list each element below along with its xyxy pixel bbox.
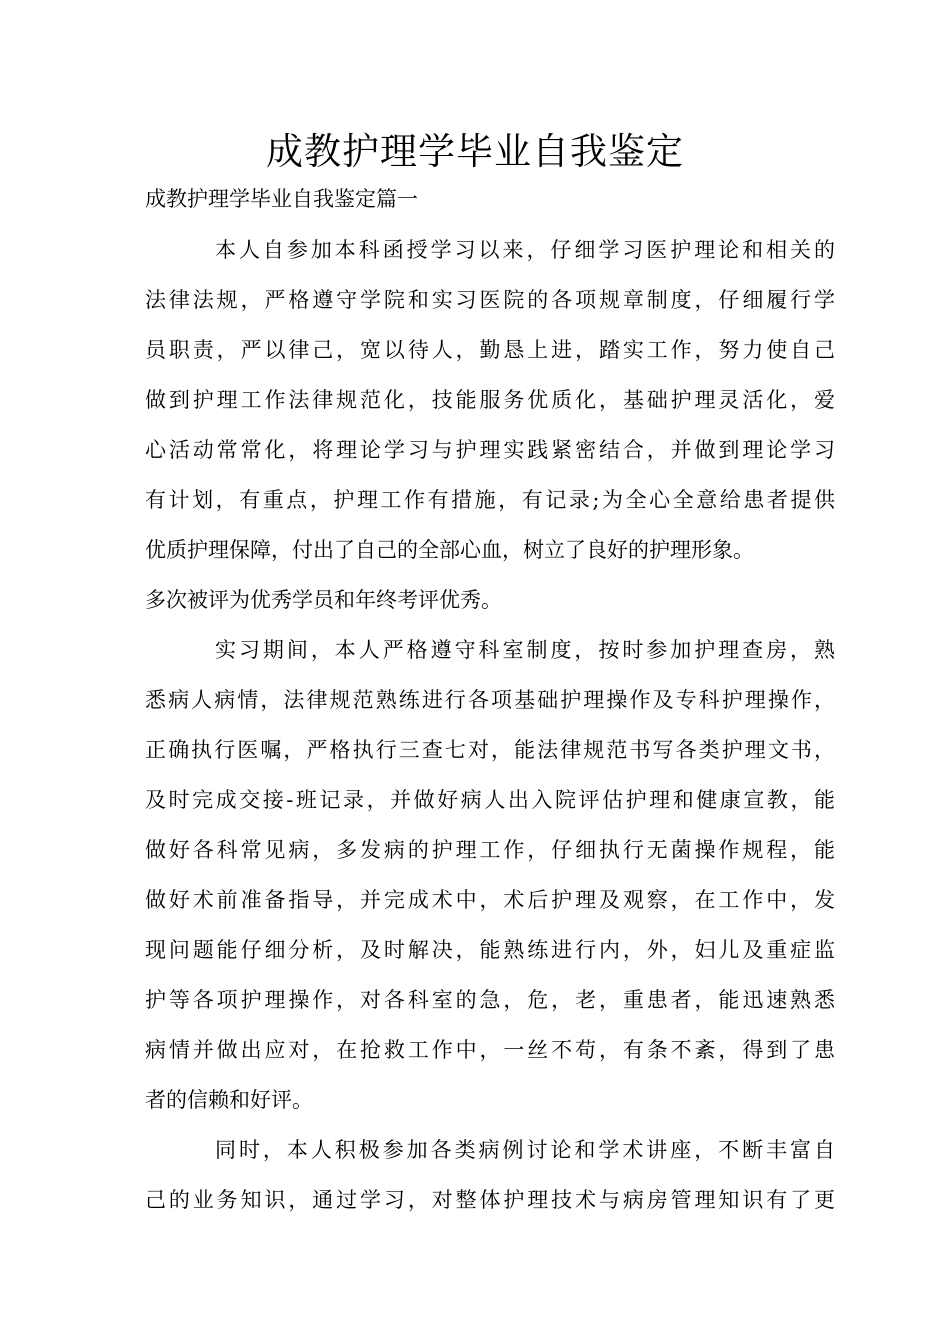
text-line: 做好术前准备指导，并完成术中，术后护理及观察，在工作中，发 xyxy=(145,888,835,912)
text-line: 员职责，严以律己，宽以待人，勤恳上进，踏实工作，努力使自己 xyxy=(145,338,835,362)
text-line: 做好各科常见病，多发病的护理工作，仔细执行无菌操作规程，能 xyxy=(145,838,835,862)
text-line: 同时，本人积极参加各类病例讨论和学术讲座，不断丰富自 xyxy=(215,1138,835,1162)
text-line: 多次被评为优秀学员和年终考评优秀。 xyxy=(145,588,502,612)
text-line: 悉病人病情，法律规范熟练进行各项基础护理操作及专科护理操作， xyxy=(145,688,835,712)
document-subtitle: 成教护理学毕业自我鉴定篇一 xyxy=(145,187,418,211)
text-line: 法律法规，严格遵守学院和实习医院的各项规章制度，仔细履行学 xyxy=(145,288,835,312)
text-line: 正确执行医嘱，严格执行三查七对，能法律规范书写各类护理文书， xyxy=(145,738,835,762)
text-line: 护等各项护理操作，对各科室的急，危，老，重患者，能迅速熟悉 xyxy=(145,988,835,1012)
text-line: 病情并做出应对，在抢救工作中，一丝不苟，有条不紊，得到了患 xyxy=(145,1038,835,1062)
text-line: 己的业务知识，通过学习，对整体护理技术与病房管理知识有了更 xyxy=(145,1188,835,1212)
text-line: 心活动常常化，将理论学习与护理实践紧密结合，并做到理论学习 xyxy=(145,438,835,462)
text-line: 本人自参加本科函授学习以来，仔细学习医护理论和相关的 xyxy=(215,238,835,262)
text-line: 者的信赖和好评。 xyxy=(145,1088,313,1112)
text-line: 做到护理工作法律规范化，技能服务优质化，基础护理灵活化，爱 xyxy=(145,388,835,412)
text-line: 实习期间，本人严格遵守科室制度，按时参加护理查房，熟 xyxy=(215,638,835,662)
text-line: 现问题能仔细分析，及时解决，能熟练进行内，外，妇儿及重症监 xyxy=(145,938,835,962)
document-body xyxy=(145,225,835,1225)
text-line: 有计划，有重点，护理工作有措施，有记录;为全心全意给患者提供 xyxy=(145,488,835,512)
document-title: 成教护理学毕业自我鉴定 xyxy=(266,130,684,173)
text-line: 优质护理保障，付出了自己的全部心血，树立了良好的护理形象。 xyxy=(145,538,754,562)
text-line: 及时完成交接-班记录，并做好病人出入院评估护理和健康宣教，能 xyxy=(145,788,835,812)
